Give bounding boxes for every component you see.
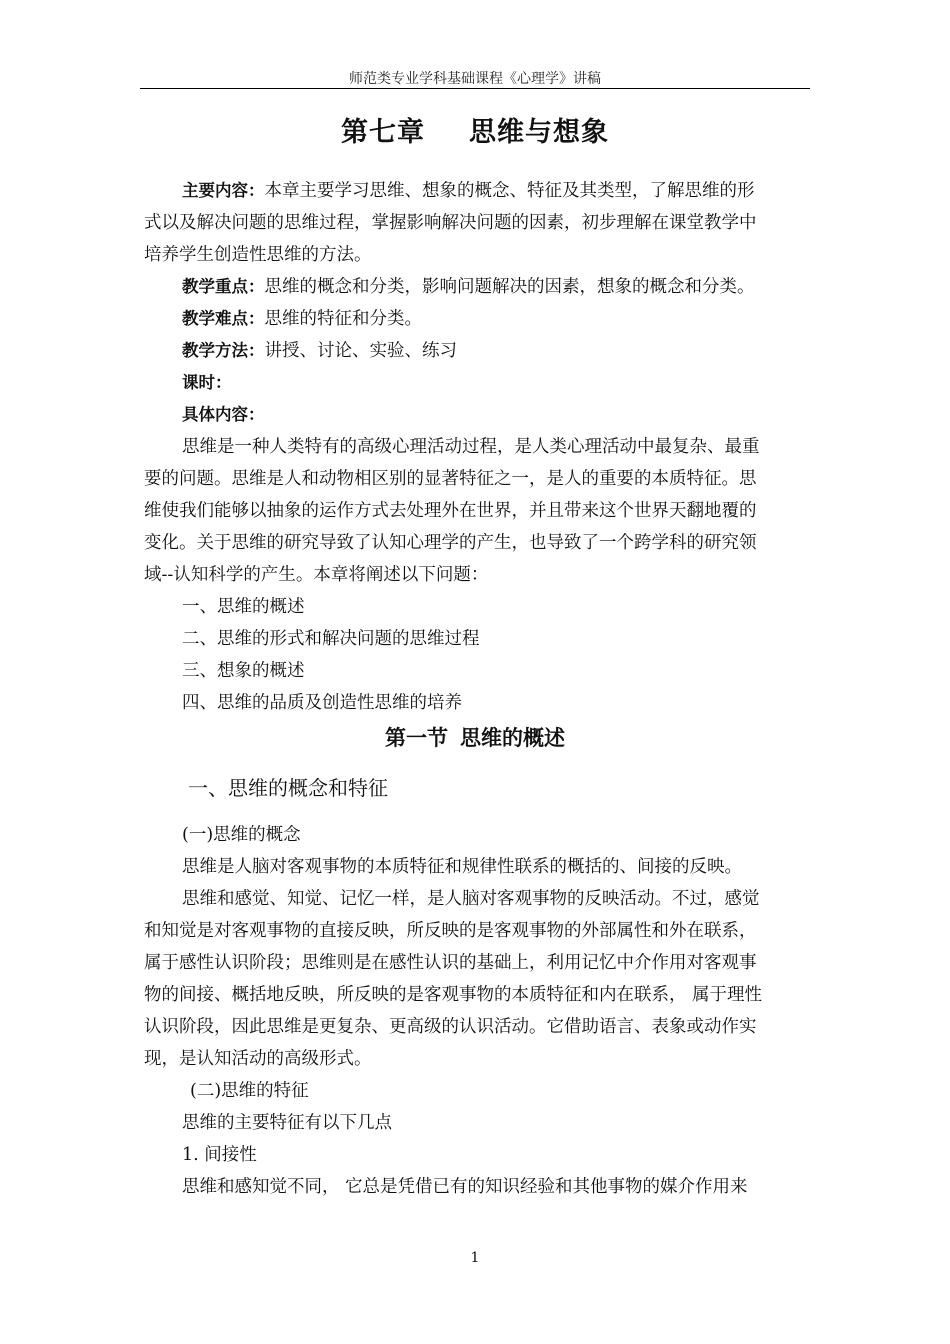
- teaching-difficulty-label: 教学难点：: [182, 309, 265, 328]
- main-content-line: [182, 180, 852, 202]
- teaching-difficulty-line: [182, 308, 852, 330]
- section-title: [140, 722, 810, 752]
- running-header: 师范类专业学科基础课程《心理学》讲稿: [349, 71, 601, 87]
- concept-definition: 思维是人脑对客观事物的本质特征和规律性联系的概括的、间接的反映。: [182, 857, 742, 877]
- chapter-number: 第七章: [341, 117, 425, 148]
- paragraph-line: 和知觉是对客观事物的直接反映，所反映的是客观事物的外部属性和外在联系，: [144, 921, 757, 941]
- main-content-line: 培养学生创造性思维的方法。: [144, 245, 372, 265]
- paragraph-line: 域--认知科学的产生。本章将阐述以下问题：: [144, 565, 489, 585]
- paragraph-line: 认识阶段，因此思维是更复杂、更高级的认识活动。它借助语言、表象或动作实: [144, 1017, 757, 1037]
- chapter-title: [140, 110, 810, 149]
- section-name: 思维的概述: [460, 726, 565, 750]
- teaching-focus-line: [182, 276, 852, 298]
- paragraph-line: 思维和感知觉不同， 它总是凭借已有的知识经验和其他事物的媒介作用来: [182, 1177, 748, 1197]
- features-heading: (二)思维的特征: [190, 1081, 309, 1101]
- main-content-text: 本章主要学习思维、想象的概念、特征及其类型，了解思维的形: [264, 181, 755, 201]
- paragraph-line: 思维和感觉、知觉、记忆一样，是人脑对客观事物的反映活动。不过，感觉: [182, 889, 760, 909]
- teaching-focus-label: 教学重点：: [182, 277, 265, 296]
- feature-item-title: 1. 间接性: [182, 1145, 257, 1165]
- teaching-method-text: 讲授、讨论、实验、练习: [264, 341, 457, 361]
- teaching-difficulty-text: 思维的特征和分类。: [264, 309, 422, 329]
- paragraph-line: 维使我们能够以抽象的运作方式去处理外在世界，并且带来这个世界天翻地覆的: [144, 501, 757, 521]
- outline-item: 四、思维的品质及创造性思维的培养: [182, 693, 462, 713]
- specific-content-label: 具体内容：: [182, 405, 265, 424]
- teaching-method-label: 教学方法：: [182, 341, 265, 360]
- paragraph-line: 现，是认知活动的高级形式。: [144, 1049, 372, 1069]
- paragraph-line: 变化。关于思维的研究导致了认知心理学的产生，也导致了一个跨学科的研究领: [144, 533, 757, 553]
- class-hours-label: 课时：: [182, 373, 232, 392]
- teaching-focus-text: 思维的概念和分类，影响问题解决的因素，想象的概念和分类。: [264, 277, 755, 297]
- subsection-title: 一、思维的概念和特征: [188, 776, 388, 800]
- paragraph-line: 要的问题。思维是人和动物相区别的显著特征之一，是人的重要的本质特征。思: [144, 469, 757, 489]
- outline-item: 二、思维的形式和解决问题的思维过程: [182, 629, 480, 649]
- page-number: 1: [470, 1250, 480, 1266]
- main-content-label: 主要内容：: [182, 181, 265, 200]
- paragraph-line: 物的间接、概括地反映，所反映的是客观事物的本质特征和内在联系， 属于理性: [144, 985, 763, 1005]
- chapter-name: 思维与想象: [469, 117, 609, 148]
- paragraph-line: 思维是一种人类特有的高级心理活动过程，是人类心理活动中最复杂、最重: [182, 437, 760, 457]
- paragraph-line: 属于感性认识阶段；思维则是在感性认识的基础上，利用记忆中介作用对客观事: [144, 953, 757, 973]
- outline-item: 一、思维的概述: [182, 597, 305, 617]
- main-content-line: 式以及解决问题的思维过程，掌握影响解决问题的因素，初步理解在课堂教学中: [144, 213, 757, 233]
- header-rule: [140, 88, 810, 89]
- concept-heading: (一)思维的概念: [182, 825, 301, 845]
- section-number: 第一节: [385, 726, 448, 750]
- features-intro: 思维的主要特征有以下几点: [182, 1113, 392, 1133]
- teaching-method-line: [182, 340, 852, 362]
- outline-item: 三、想象的概述: [182, 661, 305, 681]
